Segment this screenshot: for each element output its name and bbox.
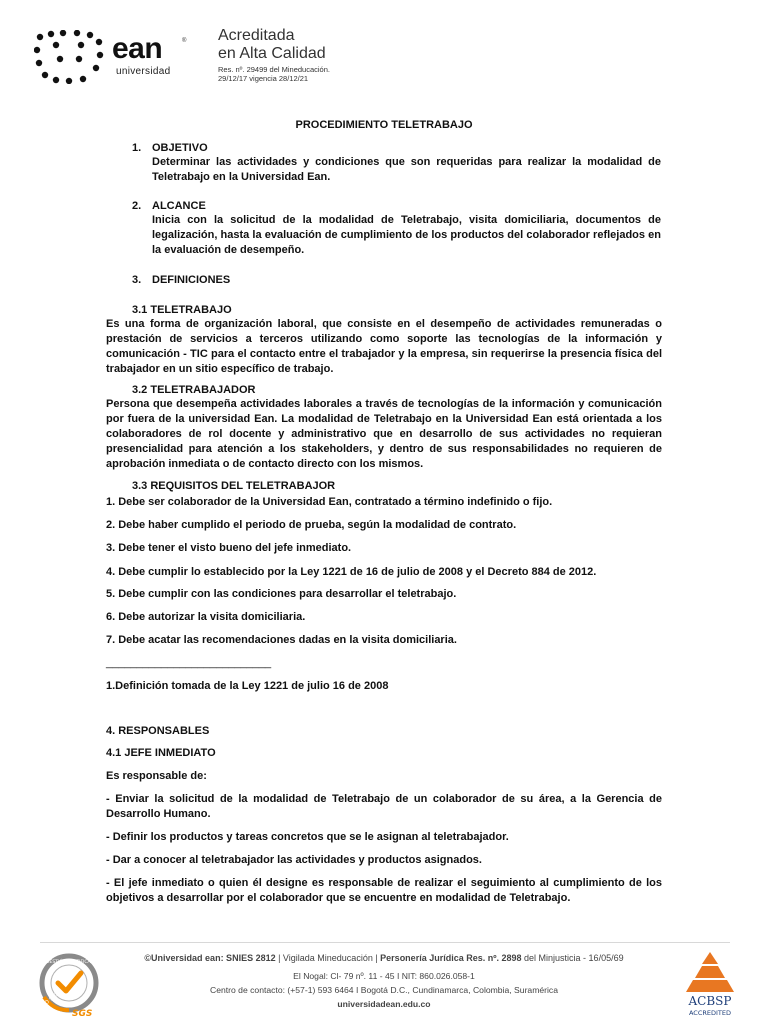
responsibility-item: - El jefe inmediato o quien él designe es responsable de realizar el seguimiento al cumplimiento de los objetivos a desarrollar por el colaborador que se encuentre en modalidad de Teletrabajo. (106, 877, 662, 904)
responsibility-item: - Dar a conocer al teletrabajador las actividades y productos asignados. (106, 854, 482, 866)
section-3-2-heading: 3.2 TELETRABAJADOR (132, 384, 256, 396)
section-3-1-heading: 3.1 TELETRABAJO (132, 304, 232, 316)
responsibility-item: - Definir los productos y tareas concretos que se le asignan al teletrabajador. (106, 831, 509, 843)
ean-logo-wordmark: ean (112, 32, 163, 65)
accreditation-line-2: en Alta Calidad (218, 45, 326, 62)
footer-divider (40, 942, 730, 943)
requirement-item: 6. Debe autorizar la visita domiciliaria. (106, 611, 306, 623)
requirement-item: 7. Debe acatar las recomendaciones dadas en la visita domiciliaria. (106, 634, 457, 646)
responsibility-item: - Enviar la solicitud de la modalidad de Teletrabajo de un colaborador de su área, a la Gerencia de Desarrollo Humano. (106, 793, 662, 820)
section-3-number: 3. (132, 274, 142, 286)
section-4-1-heading: 4.1 JEFE INMEDIATO (106, 747, 216, 759)
ean-logo-subtitle: universidad (116, 66, 171, 77)
section-3-2-text: Persona que desempeña actividades laborales a través de tecnologías de la información y comunicación por fuera de la universidad Ean. La modalidad de Teletrabajo en la Universidad Ean está orientada a los colaboradores de rol docente y administrativo que en desarrollo de sus actividades no requieran presencialidad para atención a los stakeholders, y dentro de sus responsabilidades no requieren de aprobación inmediata o de contacto directo con los mismos. (106, 398, 662, 470)
footer-minjusticia: del Minjusticia - 16/05/69 (521, 953, 624, 963)
footer-personeria: Personería Jurídica Res. nº. 2898 (380, 953, 522, 963)
footer-line-1 (0, 953, 768, 963)
accreditation-resolution: Res. nº. 29499 del Mineducación. (218, 65, 330, 74)
footer-institution: ©Universidad ean: SNIES 2812 (144, 953, 276, 963)
acbsp-label: ACBSP (688, 994, 732, 1008)
sgs-label: SGS (72, 1009, 93, 1019)
accreditation-line-1: Acreditada (218, 27, 295, 44)
requirement-item: 4. Debe cumplir lo establecido por la Ley 1221 de 16 de julio de 2008 y el Decreto 884 de 2012. (106, 566, 597, 578)
section-3-heading: DEFINICIONES (152, 274, 231, 286)
footer-line-3: Centro de contacto: (+57-1) 593 6464 I Bogotá D.C., Cundinamarca, Colombia, Suramérica (210, 985, 558, 995)
requirement-item: 5. Debe cumplir con las condiciones para desarrollar el teletrabajo. (106, 588, 457, 600)
section-3-3-heading: 3.3 REQUISITOS DEL TELETRABAJOR (132, 480, 336, 492)
section-2-number: 2. (132, 200, 142, 212)
section-1-text: Determinar las actividades y condiciones que son requeridas para realizar la modalidad de Teletrabajo en la Universidad Ean. (152, 156, 661, 183)
section-4-1-intro: Es responsable de: (106, 770, 207, 782)
section-2-heading: ALCANCE (152, 200, 206, 212)
footer-website-link[interactable]: universidadean.edu.co (337, 999, 431, 1009)
section-1-heading: OBJETIVO (152, 142, 208, 154)
footer-line-2: El Nogal: Cl- 79 nº. 11 - 45 I NIT: 860.026.058-1 (293, 971, 475, 981)
requirement-item: 1. Debe ser colaborador de la Universidad Ean, contratado a término indefinido o fijo. (106, 496, 553, 508)
accreditation-validity: 29/12/17 vigencia 28/12/21 (218, 74, 309, 83)
footnote-rule: ___________________________ (106, 657, 272, 669)
registered-mark: ® (182, 38, 187, 44)
cert-arc-label: GESTIÓN CERTIFICADA (46, 960, 98, 965)
footnote-text: 1.Definición tomada de la Ley 1221 de julio 16 de 2008 (106, 680, 389, 692)
requirement-item: 2. Debe haber cumplido el periodo de prueba, según la modalidad de contrato. (106, 519, 517, 531)
acbsp-accreditation-icon (678, 950, 742, 1020)
ean-logo-dots-icon (34, 30, 104, 84)
iso-label: ISO 9001 (40, 989, 62, 1010)
section-4-heading: 4. RESPONSABLES (106, 725, 210, 737)
footer-vigilada: | Vigilada Mineducación | (275, 953, 381, 963)
section-3-1-text: Es una forma de organización laboral, que consiste en el desempeño de actividades remuneradas o prestación de servicios a terceros utilizando como soporte las tecnologías de la información y comunicación - TIC para el contacto entre el trabajador y la empresa, sin requerirse la presencia física del trabajador en un sitio específico de trabajo. (106, 318, 662, 375)
requirement-item: 3. Debe tener el visto bueno del jefe inmediato. (106, 542, 352, 554)
acbsp-sub-label: ACCREDITED (688, 1009, 732, 1017)
document-title: PROCEDIMIENTO TELETRABAJO (295, 119, 473, 131)
section-1-number: 1. (132, 142, 142, 154)
section-2-text: Inicia con la solicitud de la modalidad de Teletrabajo, visita domiciliaria, documentos de legalización, hasta la evaluación de cumplimiento de los productos del colaborador reflejados en la evaluación de desempeño. (152, 214, 661, 256)
